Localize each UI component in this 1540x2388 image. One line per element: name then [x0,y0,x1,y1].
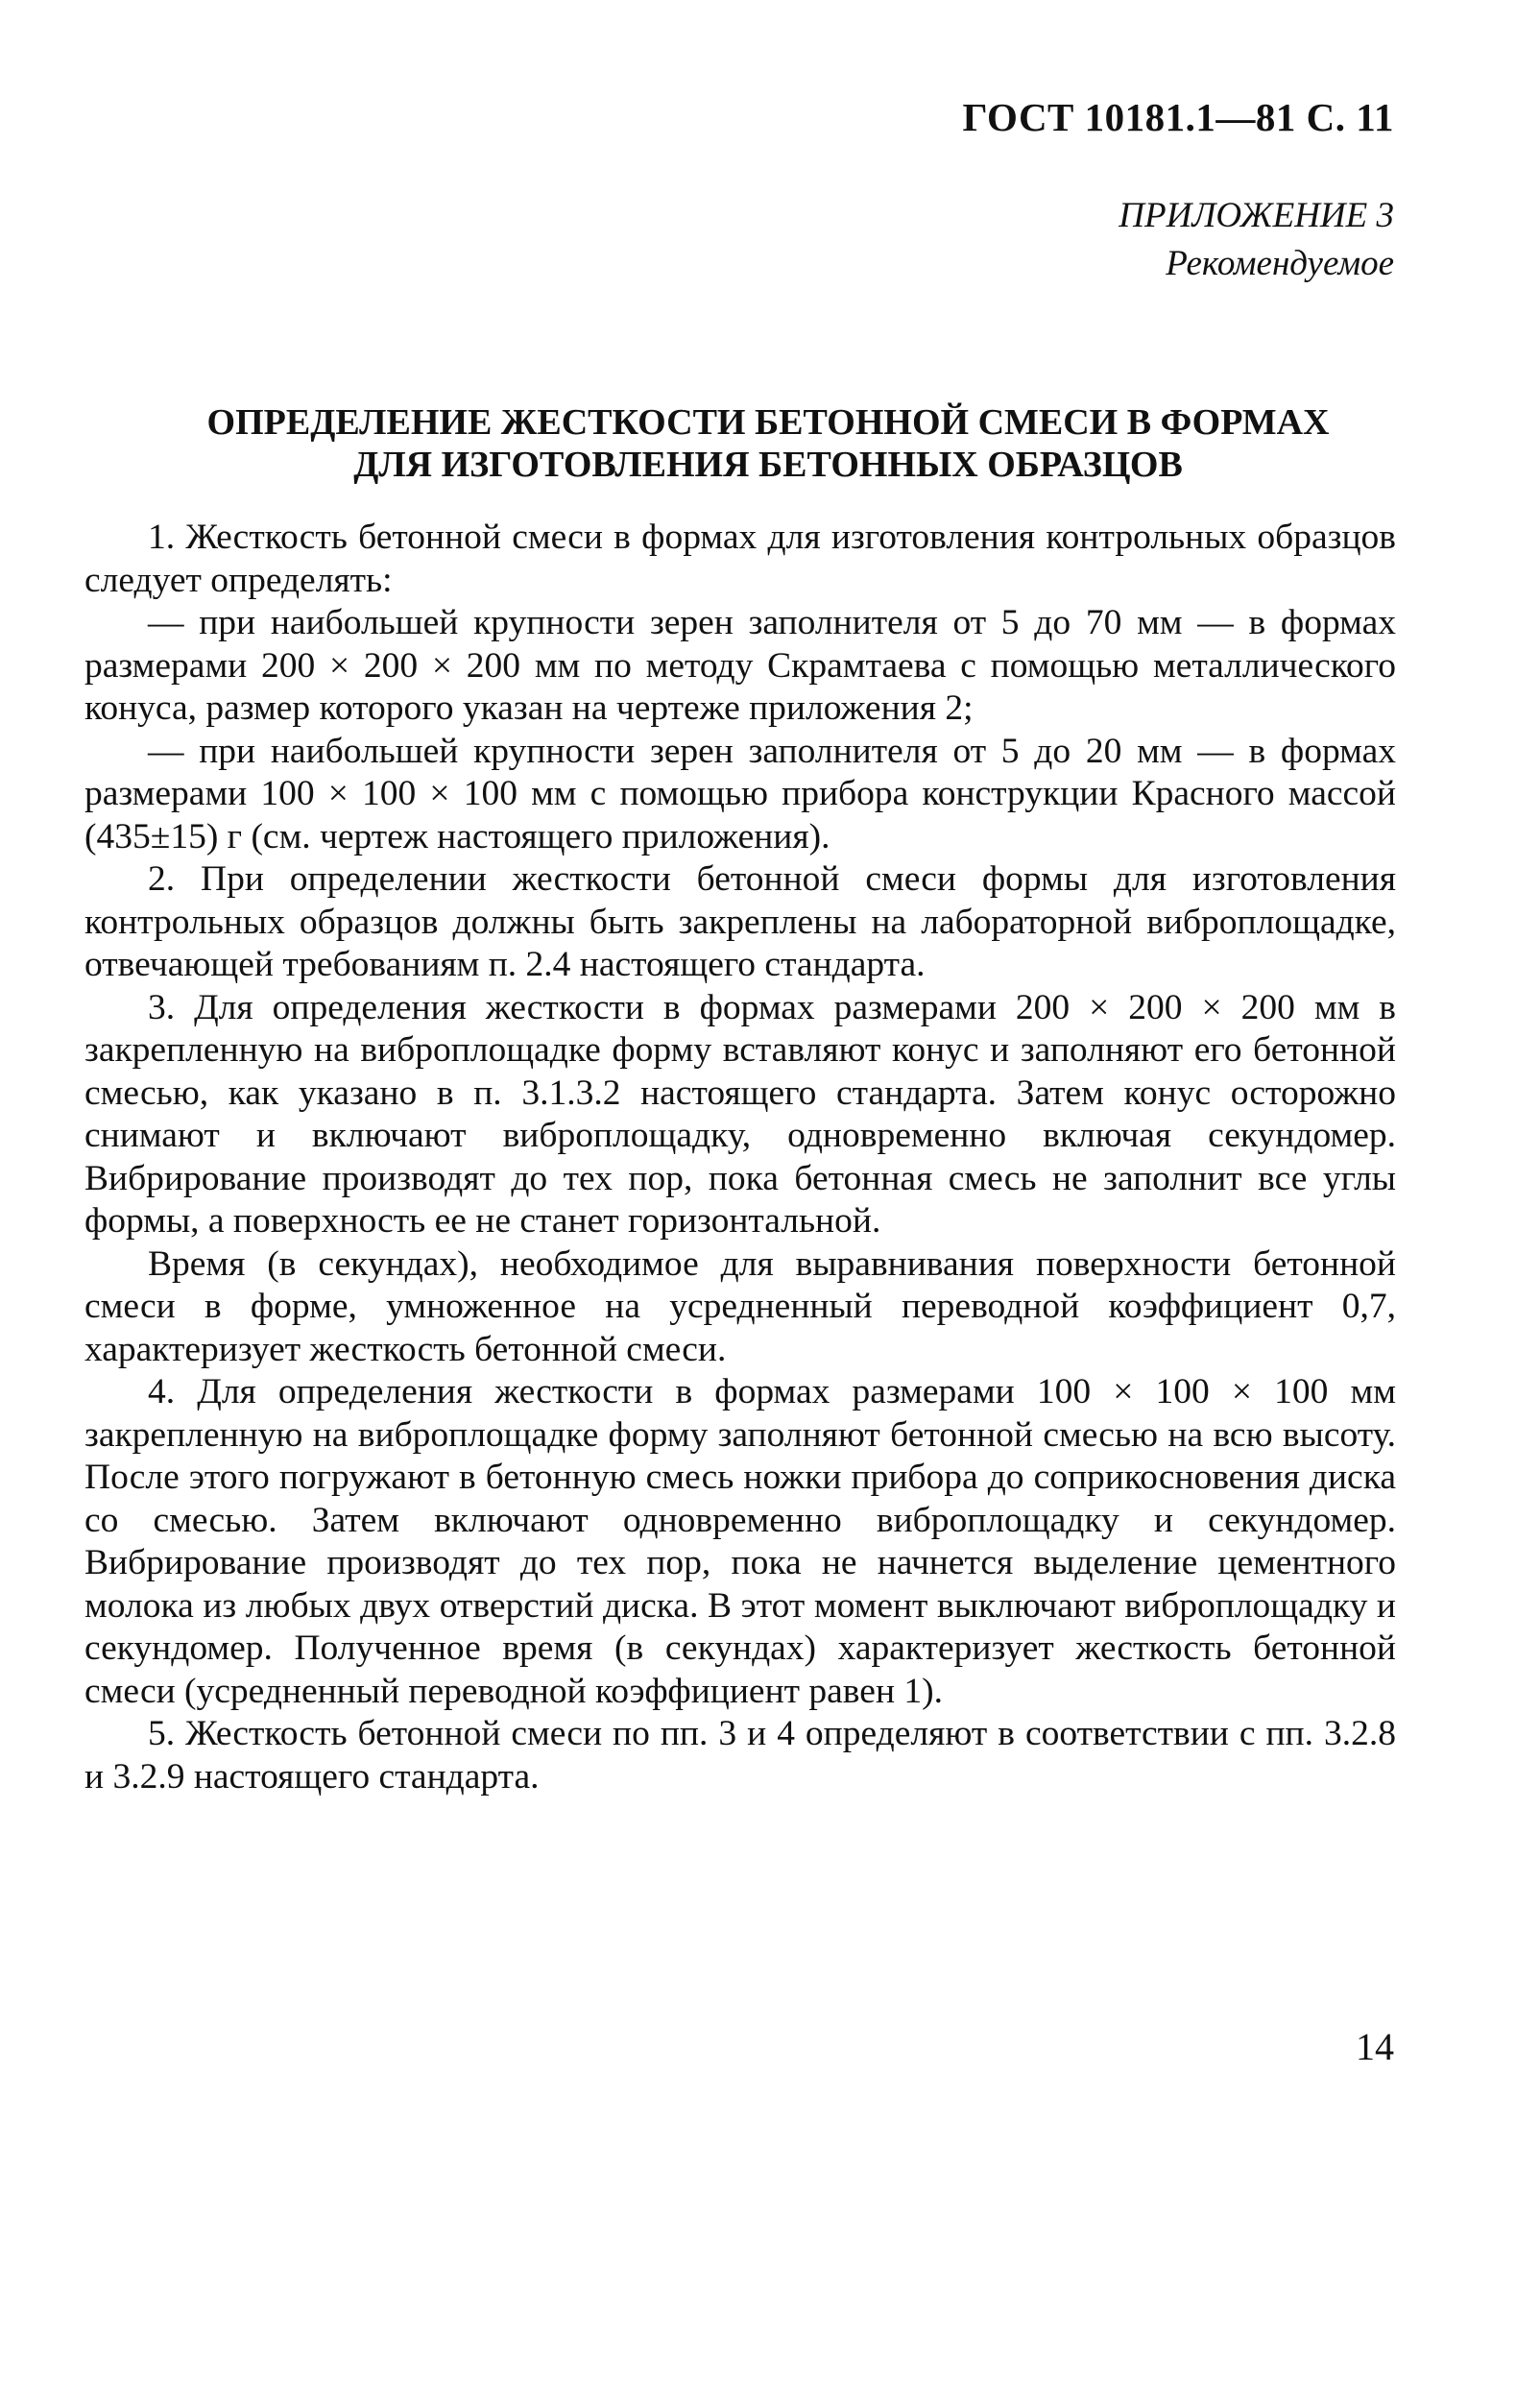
paragraph-1-item-1: — при наибольшей крупности зерен заполнителя от 5 до 70 мм — в формах размерами 200 × 200 × 200 мм по методу Скрамтаева с помощью металлического конуса, размер которого указан на чертеже приложения 2; [84,603,1396,728]
section-title-line-2: ДЛЯ ИЗГОТОВЛЕНИЯ БЕТОННЫХ ОБРАЗЦОВ [353,445,1183,485]
page-number: 14 [1356,2025,1394,2068]
paragraph-4: 4. Для определения жесткости в формах размерами 100 × 100 × 100 мм закрепленную на виброплощадке форму заполняют бетонной смесью на всю высоту. После этого погружают в бетонную смесь ножки прибора до соприкосновения диска со смесью. Затем включают одновременно виброплощадку и секундомер. Вибрирование производят до тех пор, пока не начнется выделение цементного молока из любых двух отверстий диска. В этот момент выключают виброплощадку и секундомер. Полученное время (в секундах) характеризует жесткость бетонной смеси (усредненный переводной коэффициент равен 1). [84,1372,1396,1711]
paragraph-1-item-2: — при наибольшей крупности зерен заполнителя от 5 до 20 мм — в формах размерами 100 × 100 × 100 мм с помощью прибора конструкции Красного массой (435±15) г (см. чертеж настоящего приложения). [84,731,1396,856]
appendix-block [1119,192,1394,288]
paragraph-2: 2. При определении жесткости бетонной смеси формы для изготовления контрольных образцов должны быть закреплены на лабораторной виброплощадке, отвечающей требованиям п. 2.4 настоящего стандарта. [84,859,1396,984]
appendix-label: ПРИЛОЖЕНИЕ 3 [1119,196,1394,235]
document-body [84,517,1396,1798]
paragraph-5: 5. Жесткость бетонной смеси по пп. 3 и 4 определяют в соответствии с пп. 3.2.8 и 3.2.9 настоящего стандарта. [84,1714,1396,1797]
paragraph-3: 3. Для определения жесткости в формах размерами 200 × 200 × 200 мм в закрепленную на виброплощадке форму вставляют конус и заполняют его бетонной смесью, как указано в п. 3.1.3.2 настоящего стандарта. Затем конус осторожно снимают и включают виброплощадку, одновременно включая секундомер. Вибрирование производят до тех пор, пока бетонная смесь не заполнит все углы формы, а поверхность ее не станет горизонтальной. [84,987,1396,1241]
section-title [144,401,1392,486]
standard-page-header: ГОСТ 10181.1—81 С. 11 [962,95,1394,139]
paragraph-3-continued: Время (в секундах), необходимое для выравнивания поверхности бетонной смеси в форме, умноженное на усредненный переводной коэффициент 0,7, характеризует жесткость бетонной смеси. [84,1243,1396,1369]
paragraph-1: 1. Жесткость бетонной смеси в формах для изготовления контрольных образцов следует определять: [84,518,1396,600]
appendix-status: Рекомендуемое [1166,244,1394,283]
section-title-line-1: ОПРЕДЕЛЕНИЕ ЖЕСТКОСТИ БЕТОННОЙ СМЕСИ В ФОРМАХ [206,402,1330,443]
